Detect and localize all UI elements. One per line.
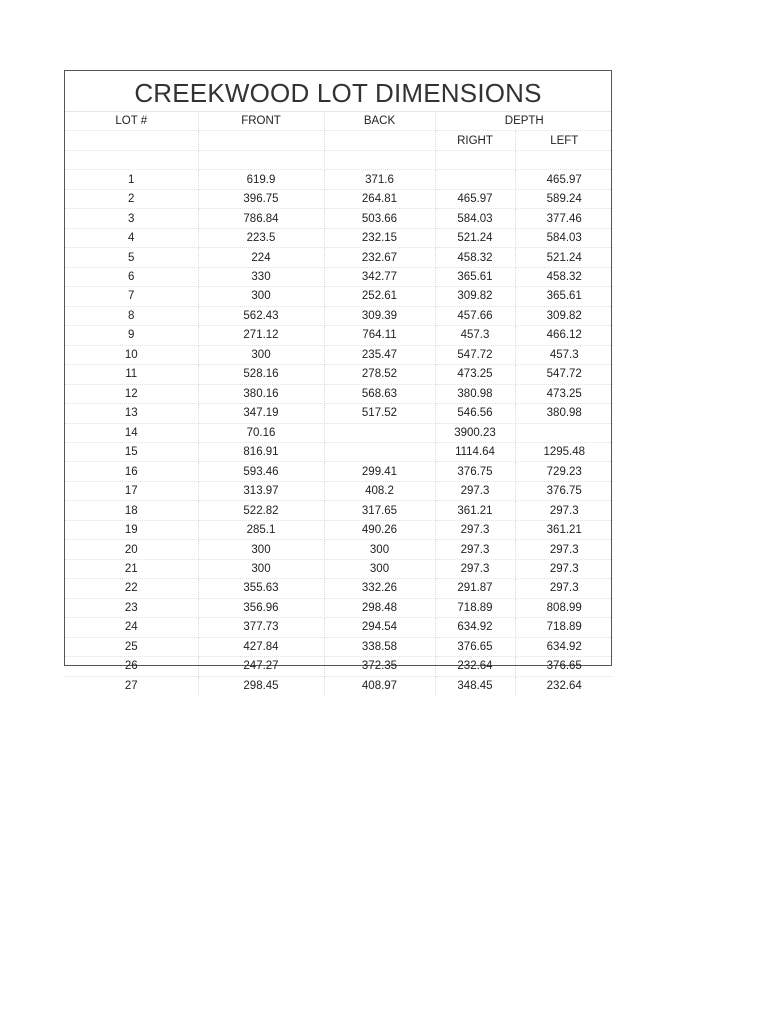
lot-number-cell: 20: [65, 540, 198, 559]
lot-number-cell: 25: [65, 637, 198, 656]
lot-number-cell: 15: [65, 442, 198, 461]
lot-number-cell: 5: [65, 248, 198, 267]
front-cell: 271.12: [198, 326, 324, 345]
front-cell: 300: [198, 345, 324, 364]
lot-number-cell: 2: [65, 189, 198, 208]
depth-right-cell: 232.64: [435, 657, 515, 676]
depth-right-cell: 473.25: [435, 365, 515, 384]
depth-right-cell: 465.97: [435, 189, 515, 208]
back-cell: 408.97: [324, 676, 435, 695]
back-cell: 294.54: [324, 618, 435, 637]
lot-number-cell: 19: [65, 520, 198, 539]
lot-number-cell: 7: [65, 287, 198, 306]
depth-left-cell: 458.32: [515, 267, 613, 286]
front-cell: 300: [198, 287, 324, 306]
lot-table: [65, 112, 613, 695]
depth-left-cell: 718.89: [515, 618, 613, 637]
depth-right-cell: 718.89: [435, 598, 515, 617]
depth-right-cell: 297.3: [435, 520, 515, 539]
front-cell: 300: [198, 540, 324, 559]
table-row: [65, 228, 613, 247]
front-cell: 285.1: [198, 520, 324, 539]
front-cell: 396.75: [198, 189, 324, 208]
lot-number-cell: 11: [65, 365, 198, 384]
table-row: [65, 365, 613, 384]
front-cell: 619.9: [198, 170, 324, 189]
back-cell: 338.58: [324, 637, 435, 656]
table-row: [65, 501, 613, 520]
back-cell: 252.61: [324, 287, 435, 306]
table-row: [65, 598, 613, 617]
header-front: FRONT: [198, 112, 324, 131]
front-cell: 528.16: [198, 365, 324, 384]
sheet-title: CREEKWOOD LOT DIMENSIONS: [65, 71, 611, 112]
depth-left-cell: 808.99: [515, 598, 613, 617]
back-cell: 300: [324, 559, 435, 578]
depth-right-cell: 3900.23: [435, 423, 515, 442]
depth-left-cell: 377.46: [515, 209, 613, 228]
lot-number-cell: 6: [65, 267, 198, 286]
lot-number-cell: 14: [65, 423, 198, 442]
depth-right-cell: 1114.64: [435, 442, 515, 461]
depth-right-cell: 376.65: [435, 637, 515, 656]
table-row: [65, 345, 613, 364]
back-cell: 764.11: [324, 326, 435, 345]
lot-number-cell: 16: [65, 462, 198, 481]
front-cell: 247.27: [198, 657, 324, 676]
lot-number-cell: 1: [65, 170, 198, 189]
depth-left-cell: 361.21: [515, 520, 613, 539]
depth-left-cell: 1295.48: [515, 442, 613, 461]
front-cell: 522.82: [198, 501, 324, 520]
table-row: [65, 637, 613, 656]
depth-left-cell: 465.97: [515, 170, 613, 189]
back-cell: 503.66: [324, 209, 435, 228]
table-row: [65, 423, 613, 442]
depth-left-cell: 634.92: [515, 637, 613, 656]
front-cell: 355.63: [198, 579, 324, 598]
depth-right-cell: 376.75: [435, 462, 515, 481]
back-cell: 517.52: [324, 404, 435, 423]
spacer-cell: [198, 150, 324, 169]
back-cell: 490.26: [324, 520, 435, 539]
lot-number-cell: 13: [65, 404, 198, 423]
front-cell: 313.97: [198, 481, 324, 500]
back-cell: 300: [324, 540, 435, 559]
table-row: [65, 559, 613, 578]
back-cell: 317.65: [324, 501, 435, 520]
depth-left-cell: 457.3: [515, 345, 613, 364]
back-cell: 278.52: [324, 365, 435, 384]
depth-right-cell: 584.03: [435, 209, 515, 228]
spacer-cell: [324, 150, 435, 169]
back-cell: 342.77: [324, 267, 435, 286]
depth-right-cell: 309.82: [435, 287, 515, 306]
header-row: [65, 112, 613, 131]
lot-number-cell: 24: [65, 618, 198, 637]
back-cell: 235.47: [324, 345, 435, 364]
back-cell: 309.39: [324, 306, 435, 325]
depth-left-cell: 309.82: [515, 306, 613, 325]
subheader-empty: [65, 131, 198, 150]
depth-right-cell: 457.3: [435, 326, 515, 345]
subheader-empty: [324, 131, 435, 150]
depth-right-cell: 361.21: [435, 501, 515, 520]
depth-right-cell: 348.45: [435, 676, 515, 695]
table-row: [65, 618, 613, 637]
table-row: [65, 676, 613, 695]
spacer-cell: [65, 150, 198, 169]
depth-left-cell: 589.24: [515, 189, 613, 208]
depth-right-cell: 546.56: [435, 404, 515, 423]
depth-right-cell: [435, 170, 515, 189]
depth-left-cell: 584.03: [515, 228, 613, 247]
subheader-empty: [198, 131, 324, 150]
depth-left-cell: 376.65: [515, 657, 613, 676]
back-cell: [324, 423, 435, 442]
front-cell: 786.84: [198, 209, 324, 228]
table-row: [65, 520, 613, 539]
back-cell: 372.35: [324, 657, 435, 676]
depth-left-cell: 547.72: [515, 365, 613, 384]
depth-left-cell: 297.3: [515, 540, 613, 559]
depth-left-cell: 297.3: [515, 559, 613, 578]
depth-right-cell: 634.92: [435, 618, 515, 637]
lot-number-cell: 12: [65, 384, 198, 403]
back-cell: 299.41: [324, 462, 435, 481]
depth-right-cell: 297.3: [435, 481, 515, 500]
depth-left-cell: [515, 423, 613, 442]
lot-number-cell: 23: [65, 598, 198, 617]
table-row: [65, 384, 613, 403]
header-back: BACK: [324, 112, 435, 131]
lot-number-cell: 8: [65, 306, 198, 325]
front-cell: 330: [198, 267, 324, 286]
back-cell: 232.67: [324, 248, 435, 267]
lot-number-cell: 10: [65, 345, 198, 364]
back-cell: [324, 442, 435, 461]
depth-left-cell: 232.64: [546, 679, 582, 692]
table-row: [65, 170, 613, 189]
depth-right-cell: 291.87: [435, 579, 515, 598]
lot-number-cell: 26: [65, 657, 198, 676]
front-cell: 223.5: [198, 228, 324, 247]
front-cell: 70.16: [198, 423, 324, 442]
depth-left-cell: 365.61: [515, 287, 613, 306]
front-cell: 298.45: [198, 676, 324, 695]
lot-number-cell: 3: [65, 209, 198, 228]
depth-left-cell: 380.98: [515, 404, 613, 423]
depth-right-cell: 380.98: [435, 384, 515, 403]
header-depth: DEPTH: [435, 112, 613, 131]
depth-left-cell: 466.12: [515, 326, 613, 345]
table-row: [65, 306, 613, 325]
table-row: [65, 442, 613, 461]
header-lot: LOT #: [65, 112, 198, 131]
depth-left-cell: 473.25: [515, 384, 613, 403]
spacer-row: [65, 150, 613, 169]
table-row: [65, 267, 613, 286]
back-cell: 408.2: [324, 481, 435, 500]
table-row: [65, 540, 613, 559]
front-cell: 356.96: [198, 598, 324, 617]
back-cell: 298.48: [324, 598, 435, 617]
depth-right-cell: 457.66: [435, 306, 515, 325]
front-cell: 300: [198, 559, 324, 578]
depth-left-cell: 297.3: [515, 579, 613, 598]
header-right: RIGHT: [435, 131, 515, 150]
lot-number-cell: 4: [65, 228, 198, 247]
subheader-row: [65, 131, 613, 150]
back-cell: 371.6: [324, 170, 435, 189]
table-row: [65, 404, 613, 423]
lot-number-cell: 18: [65, 501, 198, 520]
table-row: [65, 209, 613, 228]
table-row: [65, 579, 613, 598]
table-row: [65, 462, 613, 481]
front-cell: 562.43: [198, 306, 324, 325]
depth-right-cell: 521.24: [435, 228, 515, 247]
back-cell: 264.81: [324, 189, 435, 208]
depth-left-cell: 297.3: [515, 501, 613, 520]
front-cell: 380.16: [198, 384, 324, 403]
table-row: [65, 287, 613, 306]
table-row: [65, 481, 613, 500]
depth-right-cell: 547.72: [435, 345, 515, 364]
depth-right-cell: 365.61: [435, 267, 515, 286]
depth-left-cell: 729.23: [515, 462, 613, 481]
depth-right-cell: 458.32: [435, 248, 515, 267]
table-row: [65, 657, 613, 676]
lot-number-cell: 9: [65, 326, 198, 345]
lot-number-cell: 27: [65, 676, 198, 695]
front-cell: 427.84: [198, 637, 324, 656]
table-row: [65, 248, 613, 267]
front-cell: 816.91: [198, 442, 324, 461]
depth-right-cell: 297.3: [435, 559, 515, 578]
depth-left-cell: 376.75: [515, 481, 613, 500]
header-left: LEFT: [515, 131, 613, 150]
table-row: [65, 189, 613, 208]
back-cell: 568.63: [324, 384, 435, 403]
front-cell: 224: [198, 248, 324, 267]
table-row: [65, 326, 613, 345]
back-cell: 232.15: [324, 228, 435, 247]
spacer-cell: [515, 150, 613, 169]
depth-right-cell: 297.3: [435, 540, 515, 559]
back-cell: 332.26: [324, 579, 435, 598]
front-cell: 347.19: [198, 404, 324, 423]
lot-number-cell: 17: [65, 481, 198, 500]
front-cell: 593.46: [198, 462, 324, 481]
spacer-cell: [435, 150, 515, 169]
front-cell: 377.73: [198, 618, 324, 637]
lot-dimensions-sheet: [64, 70, 612, 692]
lot-number-cell: 22: [65, 579, 198, 598]
lot-number-cell: 21: [65, 559, 198, 578]
depth-left-cell: 521.24: [515, 248, 613, 267]
